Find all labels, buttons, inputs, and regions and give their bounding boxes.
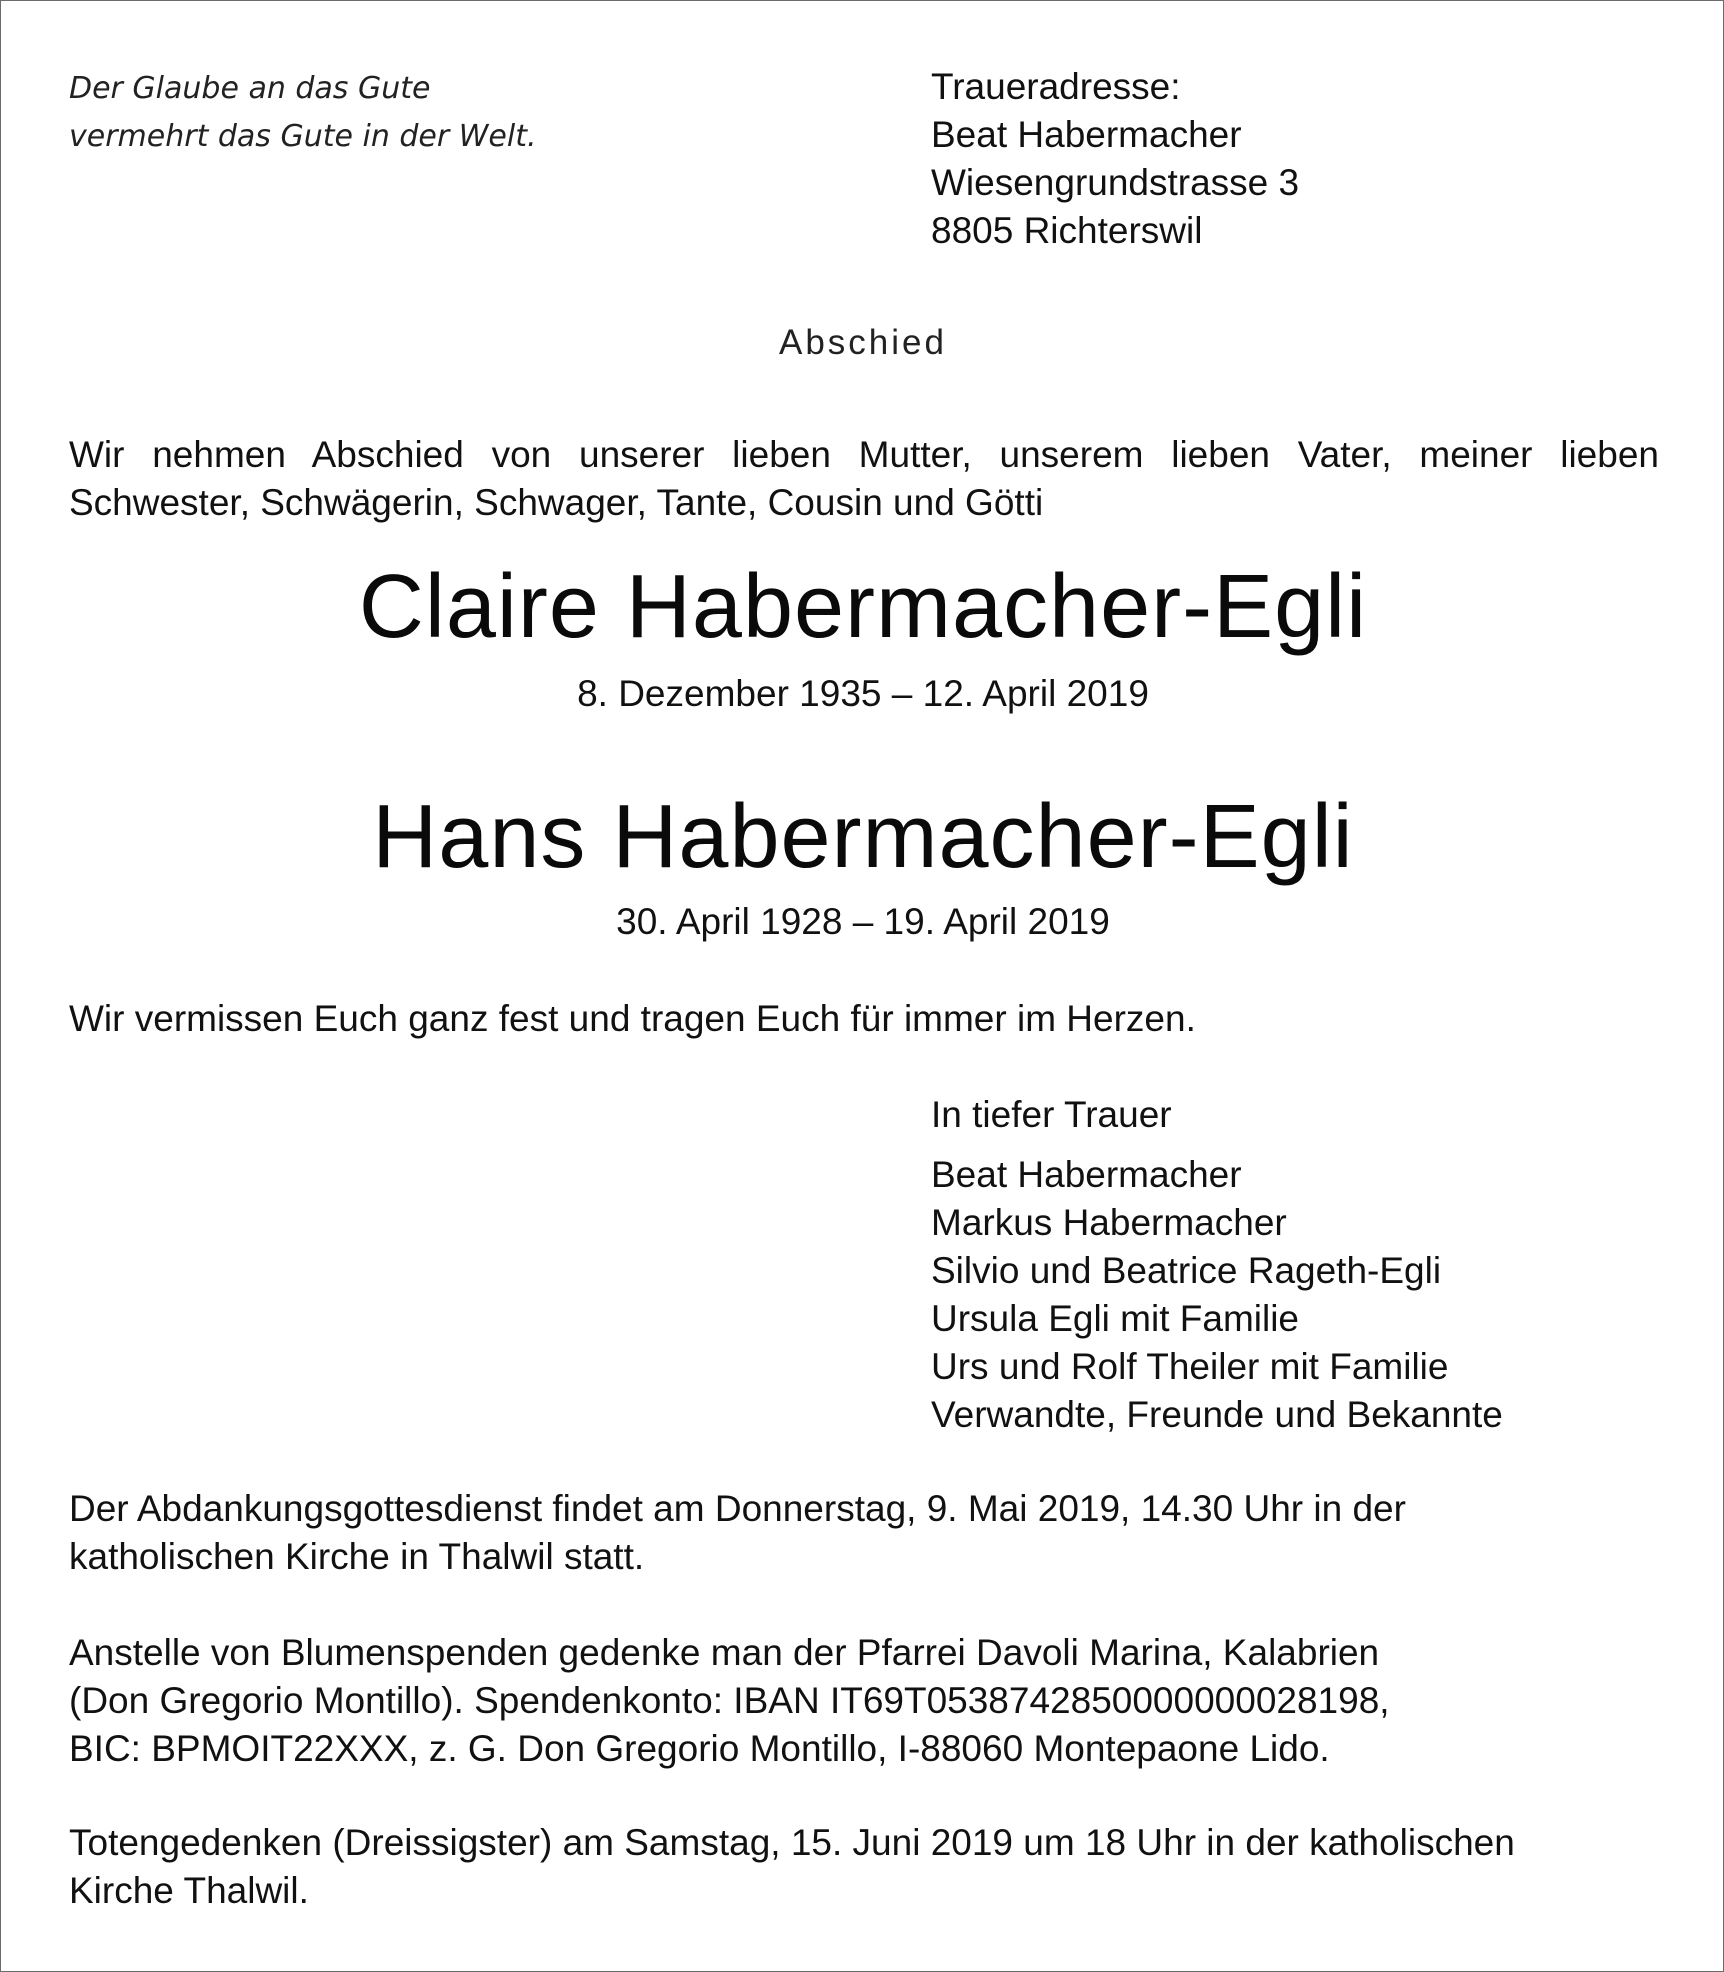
quote-line: vermehrt das Gute in der Welt.	[69, 119, 537, 154]
memorial-line: Totengedenken (Dreissigster) am Samstag, 15. Juni 2019 um 18 Uhr in der katholischen	[69, 1822, 1515, 1863]
mourner-name: Silvio und Beatrice Rageth-Egli	[931, 1250, 1442, 1291]
mourning-title: In tiefer Trauer	[931, 1094, 1172, 1135]
service-info	[69, 1485, 1669, 1581]
address-name: Beat Habermacher	[931, 114, 1242, 155]
intro-line: Schwester, Schwägerin, Schwager, Tante, Cousin und Götti	[69, 482, 1044, 523]
closing-sentence: Wir vermissen Euch ganz fest und tragen Euch für immer im Herzen.	[69, 998, 1196, 1039]
epigraph-quote	[69, 65, 537, 161]
mourner-name: Beat Habermacher	[931, 1154, 1242, 1195]
memorial-line: Kirche Thalwil.	[69, 1870, 309, 1911]
address-label: Traueradresse:	[931, 66, 1181, 107]
address-street: Wiesengrundstrasse 3	[931, 162, 1300, 203]
mourner-name: Verwandte, Freunde und Bekannte	[931, 1394, 1503, 1435]
mourners-list	[931, 1151, 1503, 1439]
mourner-name: Markus Habermacher	[931, 1202, 1287, 1243]
deceased-dates: 8. Dezember 1935 – 12. April 2019	[577, 673, 1149, 714]
donation-line: Anstelle von Blumenspenden gedenke man der Pfarrei Davoli Marina, Kalabrien	[69, 1632, 1380, 1673]
quote-line: Der Glaube an das Gute	[69, 71, 431, 106]
intro-line: Wir nehmen Abschied von unserer lieben Mutter, unserem lieben Vater, meiner lieben	[69, 434, 1659, 475]
donation-line: BIC: BPMOIT22XXX, z. G. Don Gregorio Montillo, I-88060 Montepaone Lido.	[69, 1728, 1330, 1769]
service-line: Der Abdankungsgottesdienst findet am Donnerstag, 9. Mai 2019, 14.30 Uhr in der	[69, 1488, 1406, 1529]
deceased-dates: 30. April 1928 – 19. April 2019	[616, 901, 1110, 942]
memorial-info	[69, 1819, 1669, 1915]
mourner-name: Urs und Rolf Theiler mit Familie	[931, 1346, 1449, 1387]
notice-heading: Abschied	[779, 323, 947, 362]
deceased-name: Claire Habermacher-Egli	[358, 557, 1368, 657]
service-line: katholischen Kirche in Thalwil statt.	[69, 1536, 645, 1577]
donation-info	[69, 1629, 1669, 1773]
mourner-name: Ursula Egli mit Familie	[931, 1298, 1300, 1339]
mourning-address	[931, 63, 1299, 255]
deceased-name: Hans Habermacher-Egli	[372, 787, 1354, 887]
intro-text	[69, 431, 1659, 527]
donation-line: (Don Gregorio Montillo). Spendenkonto: IBAN IT69T0538742850000000028198,	[69, 1680, 1390, 1721]
address-city: 8805 Richterswil	[931, 210, 1203, 251]
